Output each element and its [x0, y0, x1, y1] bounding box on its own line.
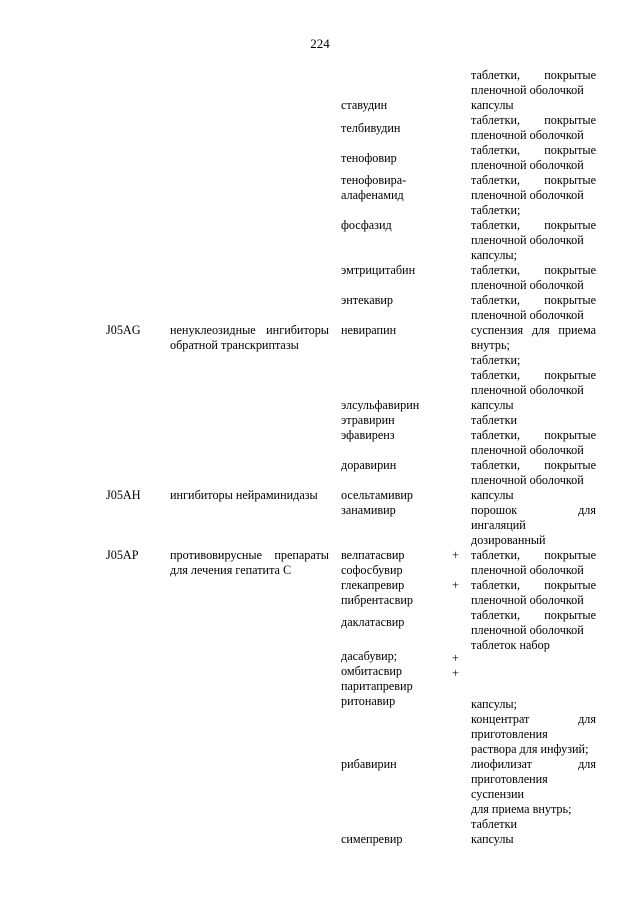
drug-name: телбивудин: [341, 121, 401, 135]
drug-name: паритапревир: [341, 679, 413, 693]
drug-name: эфавиренз: [341, 428, 395, 442]
drug-name: даклатасвир: [341, 615, 405, 629]
plus-mark: +: [452, 578, 459, 592]
form-line: таблетки;: [471, 353, 521, 367]
form-line: суспензии: [471, 787, 525, 801]
form-line: пленочной оболочкой: [471, 443, 584, 457]
form-line: для приема внутрь;: [471, 802, 572, 816]
plus-mark: +: [452, 548, 459, 562]
form-line: капсулы;: [471, 248, 517, 262]
form-line: таблетки, покрытые: [471, 548, 596, 562]
group-name: противовирусные препараты: [170, 548, 329, 562]
form-line: таблетки;: [471, 203, 521, 217]
group-name: ненуклеозидные ингибиторы: [170, 323, 329, 337]
drug-name: дасабувир;: [341, 649, 398, 663]
form-line: концентрат для: [471, 712, 596, 726]
form-line: таблетки, покрытые: [471, 218, 596, 232]
plus-mark: +: [452, 651, 459, 665]
form-line: пленочной оболочкой: [471, 233, 584, 247]
drug-name: эмтрицитабин: [341, 263, 416, 277]
form-line: пленочной оболочкой: [471, 128, 584, 142]
form-line: капсулы: [471, 98, 514, 112]
drug-name: симепревир: [341, 832, 403, 846]
group-name: обратной транскриптазы: [170, 338, 299, 352]
form-line: пленочной оболочкой: [471, 473, 584, 487]
form-line: таблетки, покрытые: [471, 368, 596, 382]
atc-code: J05AG: [106, 323, 141, 337]
form-line: раствора для инфузий;: [471, 742, 589, 756]
form-line: пленочной оболочкой: [471, 593, 584, 607]
drug-name: софосбувир: [341, 563, 403, 577]
form-line: таблетки, покрытые: [471, 428, 596, 442]
atc-code: J05AP: [106, 548, 139, 562]
form-line: капсулы: [471, 488, 514, 502]
form-line: таблетки: [471, 817, 518, 831]
form-line: таблетки: [471, 413, 518, 427]
plus-mark: +: [452, 666, 459, 680]
group-name: ингибиторы нейраминидазы: [170, 488, 318, 502]
drug-name: занамивир: [341, 503, 396, 517]
drug-name: омбитасвир: [341, 664, 402, 678]
drug-name: доравирин: [341, 458, 397, 472]
form-line: пленочной оболочкой: [471, 383, 584, 397]
drug-name: пибрентасвир: [341, 593, 413, 607]
form-line: порошок для: [471, 503, 596, 517]
drug-name: тенофовира-: [341, 173, 407, 187]
form-line: приготовления: [471, 772, 548, 786]
form-line: капсулы: [471, 832, 514, 846]
form-line: таблетки, покрытые: [471, 608, 596, 622]
drug-name: тенофовир: [341, 151, 397, 165]
form-line: суспензия для приема: [471, 323, 596, 337]
atc-code: J05AH: [106, 488, 141, 502]
form-line: дозированный: [471, 533, 546, 547]
form-line: таблетки, покрытые: [471, 458, 596, 472]
form-line: внутрь;: [471, 338, 510, 352]
drug-name: глекапревир: [341, 578, 405, 592]
form-line: таблетки, покрытые: [471, 173, 596, 187]
drug-name: элсульфавирин: [341, 398, 420, 412]
form-line: таблеток набор: [471, 638, 550, 652]
drug-name: рибавирин: [341, 757, 397, 771]
drug-name: этравирин: [341, 413, 395, 427]
drug-name: осельтамивир: [341, 488, 414, 502]
form-line: пленочной оболочкой: [471, 158, 584, 172]
form-line: таблетки, покрытые: [471, 293, 596, 307]
group-name: для лечения гепатита С: [170, 563, 292, 577]
drug-name: фосфазид: [341, 218, 392, 232]
form-line: пленочной оболочкой: [471, 563, 584, 577]
form-line: лиофилизат для: [471, 757, 596, 771]
form-line: пленочной оболочкой: [471, 308, 584, 322]
page-number: 224: [310, 36, 330, 51]
form-line: ингаляций: [471, 518, 526, 532]
form-line: приготовления: [471, 727, 548, 741]
drug-name: невирапин: [341, 323, 397, 337]
form-line: таблетки, покрытые: [471, 68, 596, 82]
form-line: таблетки, покрытые: [471, 263, 596, 277]
drug-name: велпатасвир: [341, 548, 405, 562]
form-line: пленочной оболочкой: [471, 83, 584, 97]
form-line: таблетки, покрытые: [471, 113, 596, 127]
form-line: капсулы: [471, 398, 514, 412]
form-line: таблетки, покрытые: [471, 578, 596, 592]
form-line: таблетки, покрытые: [471, 143, 596, 157]
form-line: капсулы;: [471, 697, 517, 711]
form-line: пленочной оболочкой: [471, 278, 584, 292]
drug-name: энтекавир: [341, 293, 394, 307]
form-line: пленочной оболочкой: [471, 188, 584, 202]
drug-name: алафенамид: [341, 188, 404, 202]
drug-name: ставудин: [341, 98, 388, 112]
drug-name: ритонавир: [341, 694, 396, 708]
form-line: пленочной оболочкой: [471, 623, 584, 637]
